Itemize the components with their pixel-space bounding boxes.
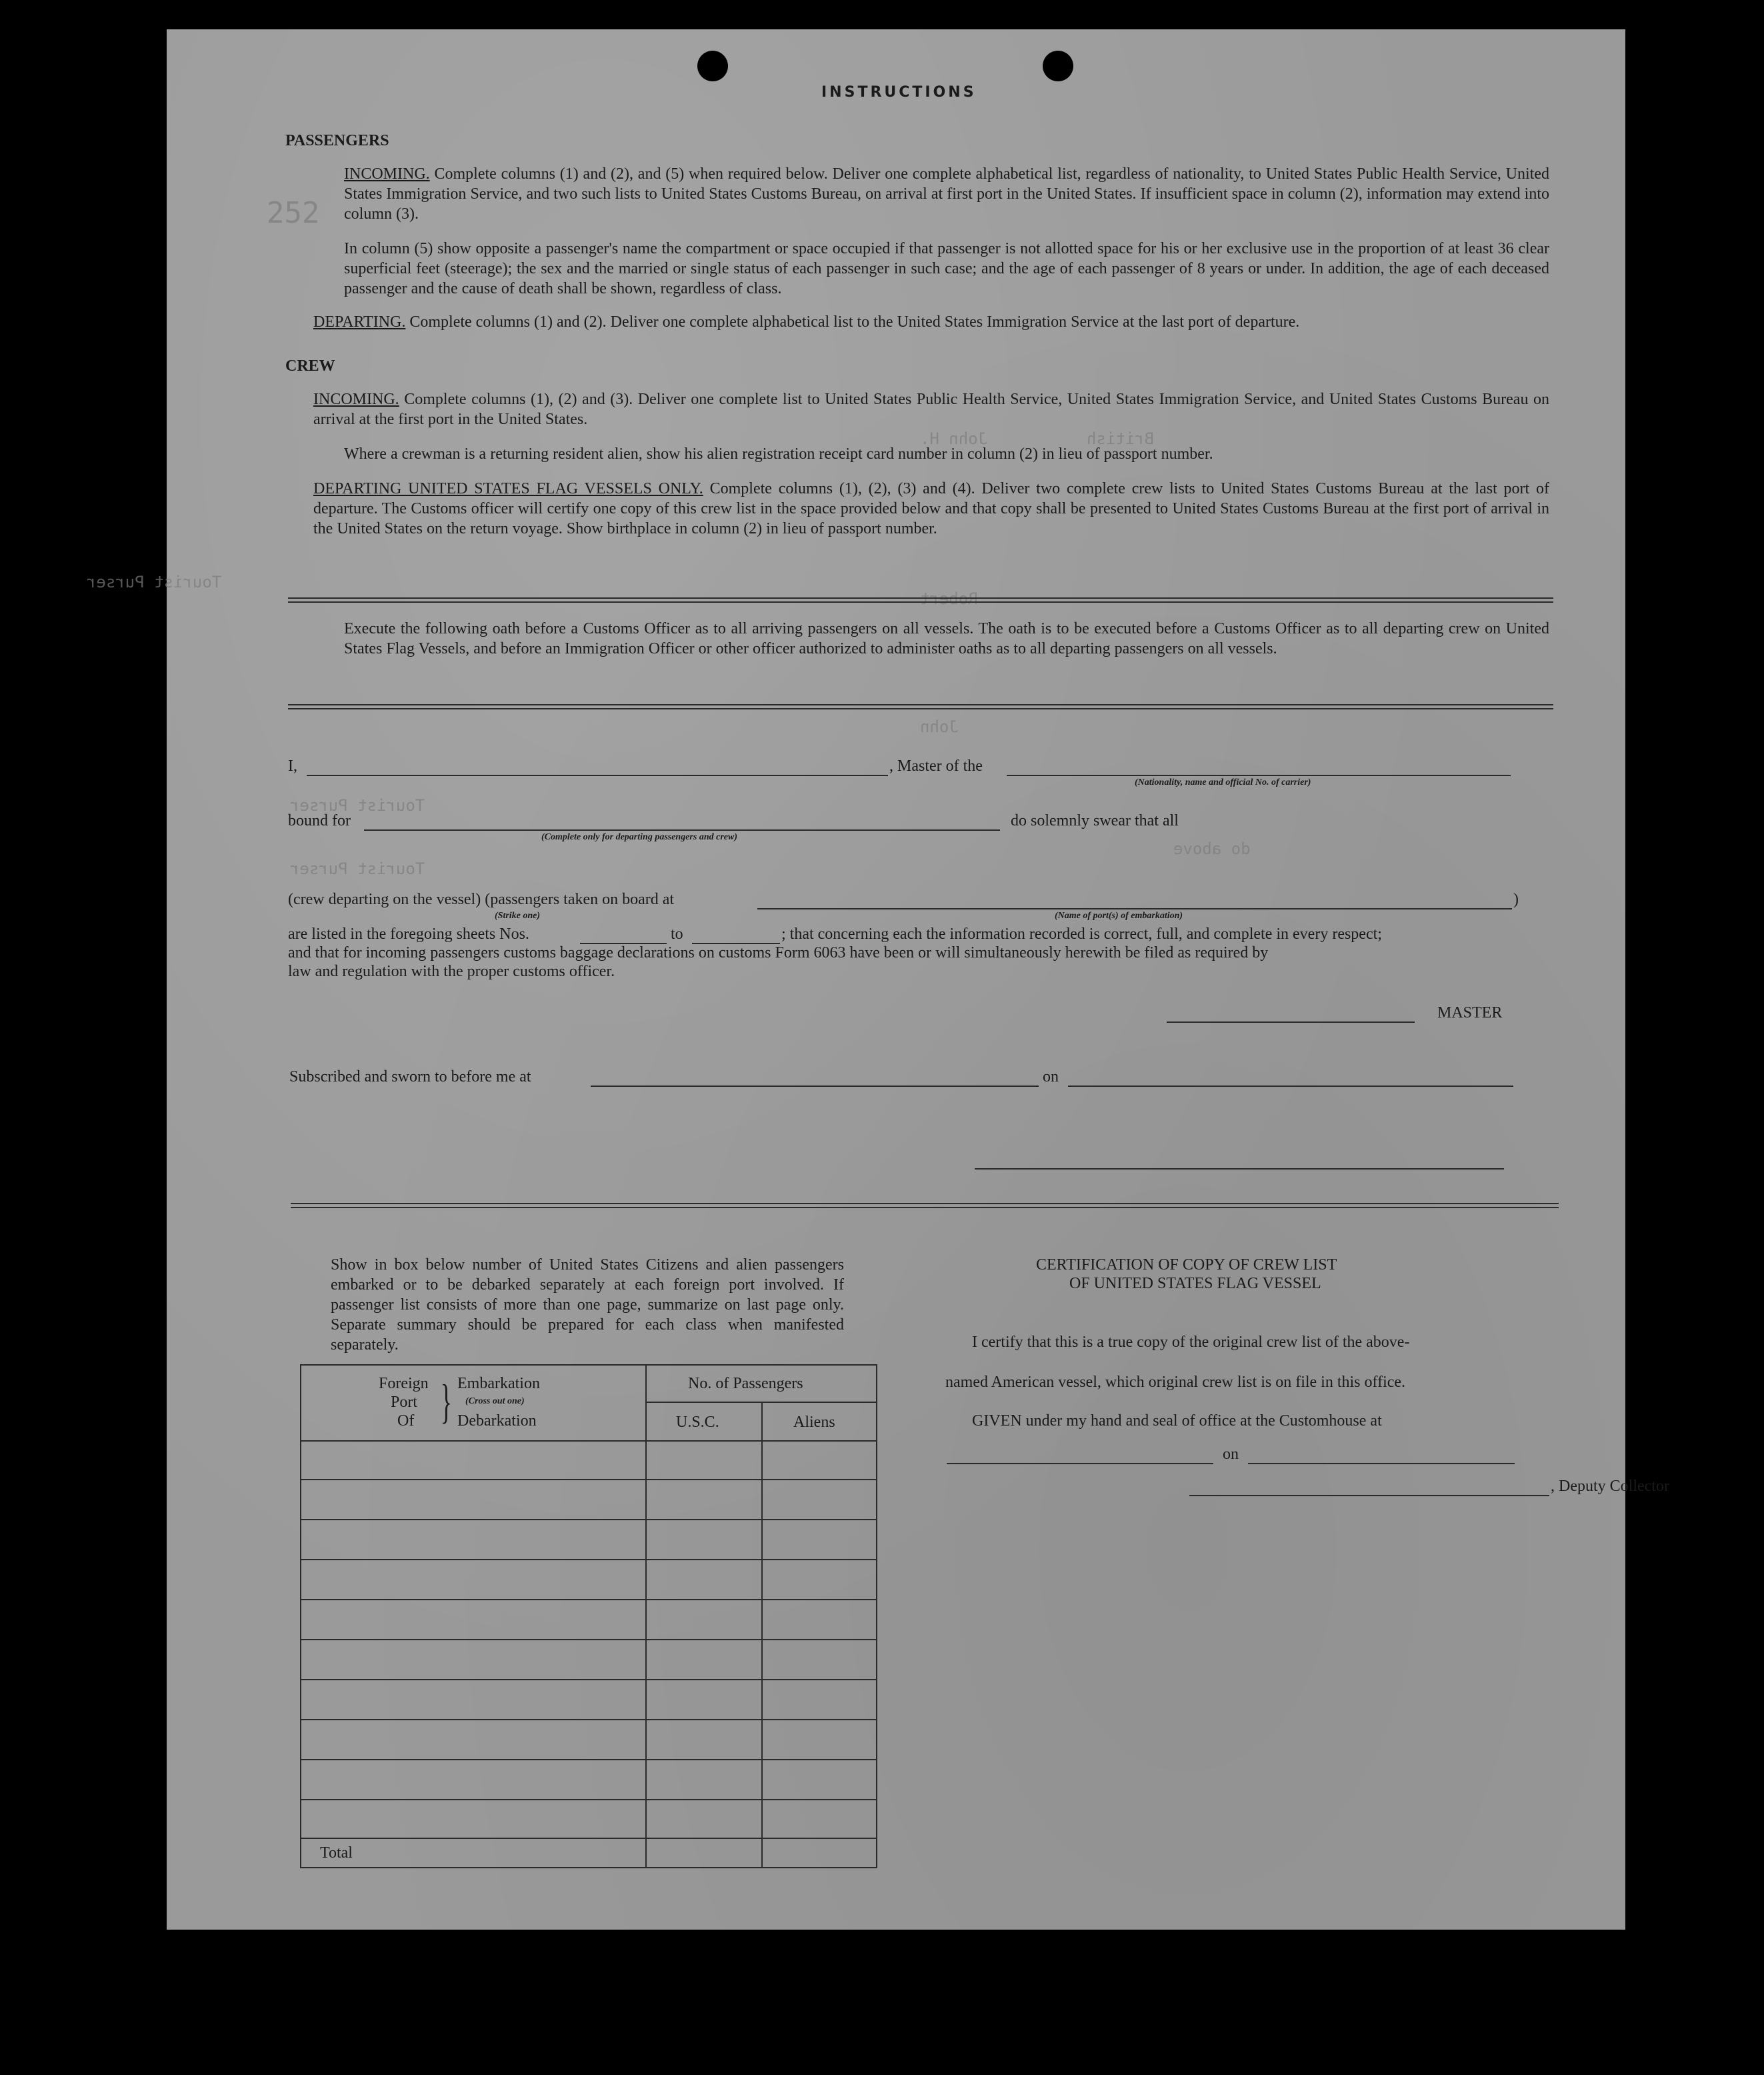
crew-incoming-label: INCOMING. [313, 391, 399, 408]
bleed-through-text: Tourist Purser [290, 859, 425, 878]
table-row[interactable] [300, 1679, 876, 1680]
table-row[interactable] [300, 1719, 876, 1720]
table-divider [645, 1402, 876, 1403]
passengers-incoming-text: Complete columns (1) and (2), and (5) when required below. Deliver one complete alphabetical list, regardless of nationality, to United States Public Health Service, United States Immigration Service, and two such lists to United States Customs Bureau, on arrival at first port in the United States. If insufficient space in column (2), information may extend into column (3). [344, 165, 1549, 223]
crew-heading: CREW [285, 357, 335, 375]
deputy-collector-label: , Deputy Collector [1551, 1478, 1669, 1495]
certification-title: CERTIFICATION OF COPY OF CREW LIST [1036, 1256, 1337, 1274]
bleed-through-text: John H. [920, 429, 988, 448]
strike-one-note: (Strike one) [495, 911, 541, 921]
deputy-signature-field[interactable] [1189, 1495, 1549, 1496]
col-debarkation: Debarkation [457, 1412, 537, 1430]
sworn-place-field[interactable] [591, 1086, 1039, 1087]
oath-listed-rest-2: and that for incoming passengers customs baggage declarations on customs Form 6063 have been or will simultaneously herewith be filed as required by [288, 944, 1269, 961]
passengers-incoming [344, 164, 1549, 224]
bound-for-field[interactable] [364, 829, 1000, 831]
oath-instruction: Execute the following oath before a Customs Officer as to all arriving passengers on all vessels. The oath is to be executed before a Customs Officer as to all departing crew on United States Flag Vessels, and before an Immigration Officer or other officer authorized to administer oaths as to all departing passengers on all vessels. [344, 620, 1549, 657]
crew-departing-text: Complete columns (1), (2), (3) and (4). Deliver two complete crew lists to United States Customs Bureau at the last port of departure. The Customs officer will certify one copy of this crew list in the space provided below and that copy shall be presented to United States Customs Bureau at the first port of arrival in the United States on the return voyage. Show birthplace in column (2) in lieu of passport number. [313, 480, 1549, 537]
table-divider [761, 1402, 763, 1868]
table-row[interactable] [300, 1479, 876, 1480]
section-divider [291, 1203, 1559, 1208]
crew-incoming [313, 389, 1549, 429]
bleed-through-text: Robert [920, 589, 978, 608]
brace-icon: } [440, 1375, 452, 1428]
cross-out-note: (Cross out one) [465, 1396, 525, 1406]
oath-close-paren: ) [1513, 891, 1519, 908]
bleed-through-text: 252 [267, 196, 320, 230]
certification-title: OF UNITED STATES FLAG VESSEL [1069, 1275, 1321, 1292]
table-row[interactable] [300, 1838, 876, 1839]
sworn-date-field[interactable] [1068, 1086, 1513, 1087]
table-row[interactable] [300, 1559, 876, 1560]
oath-to: to [671, 925, 683, 943]
bleed-through-text: Tourist Purser [290, 796, 425, 815]
carrier-field[interactable] [1007, 775, 1511, 776]
master-name-field[interactable] [307, 775, 888, 776]
punch-hole [1043, 51, 1073, 81]
crew-incoming-text: Complete columns (1), (2) and (3). Deliver one complete list to United States Public Health Service, United States Immigration Service, and United States Customs Bureau on arrival at the first port in the United States. [313, 391, 1550, 428]
bleed-through-text: Tourist Purser [87, 573, 222, 591]
col-aliens: Aliens [793, 1414, 835, 1431]
table-row[interactable] [300, 1759, 876, 1760]
page-title: INSTRUCTIONS [821, 84, 977, 101]
oath-listed-prefix: are listed in the foregoing sheets Nos. [288, 925, 529, 943]
certification-line: named American vessel, which original crew list is on file in this office. [945, 1374, 1406, 1391]
customhouse-field[interactable] [947, 1463, 1213, 1464]
complete-only-note: (Complete only for departing passengers and crew) [541, 832, 737, 842]
passengers-column5: In column (5) show opposite a passenger's name the compartment or space occupied if that passenger is not allotted space for his or her exclusive use in the proportion of at least 36 clear superficial feet (steerage); the sex and the married or single status of each passenger in such case; and the age of each passenger of 8 years or under. In addition, the age of each deceased passenger and the cause of death shall be shown, regardless of class. [344, 240, 1549, 297]
col-embarkation: Embarkation [457, 1375, 540, 1392]
table-row[interactable] [300, 1799, 876, 1800]
passengers-heading: PASSENGERS [285, 132, 389, 149]
col-foreign-port: Foreign [379, 1375, 429, 1392]
crew-departing-label: DEPARTING UNITED STATES FLAG VESSELS ONLY. [313, 480, 703, 497]
certification-line: GIVEN under my hand and seal of office at the Customhouse at [972, 1412, 1382, 1430]
officer-signature-field[interactable] [975, 1168, 1504, 1170]
nationality-note: (Nationality, name and official No. of carrier) [1135, 777, 1311, 787]
col-foreign-port: Port [391, 1394, 418, 1411]
table-row[interactable] [300, 1599, 876, 1600]
passengers-departing-label: DEPARTING. [313, 313, 406, 331]
oath-bound-for: bound for [288, 812, 351, 829]
col-passengers: No. of Passengers [688, 1375, 803, 1392]
total-label: Total [320, 1844, 353, 1862]
oath-crew-departing: (crew departing on the vessel) (passengers taken on board at [288, 891, 675, 908]
section-divider [288, 704, 1553, 709]
section-divider [288, 597, 1553, 603]
bleed-through-text: do above [1173, 839, 1251, 858]
oath-subscribed: Subscribed and sworn to before me at [289, 1068, 531, 1086]
table-row[interactable] [300, 1639, 876, 1640]
table-header-rule [300, 1440, 876, 1442]
certification-date-field[interactable] [1248, 1463, 1515, 1464]
oath-swear: do solemnly swear that all [1011, 812, 1179, 829]
master-signature-field[interactable] [1167, 1021, 1415, 1023]
oath-on: on [1043, 1068, 1059, 1086]
embarkation-port-field[interactable] [757, 908, 1512, 909]
crew-alien: Where a crewman is a returning resident alien, show his alien registration receipt card number in column (2) in lieu of passport number. [344, 445, 1213, 463]
passengers-incoming-label: INCOMING. [344, 165, 430, 183]
oath-i-label: I, [288, 757, 297, 775]
crew-departing [313, 479, 1549, 539]
passengers-departing-text: Complete columns (1) and (2). Deliver one complete alphabetical list to the United States Immigration Service at the last port of departure. [409, 313, 1300, 331]
form-page [87, 29, 1669, 1930]
port-note: (Name of port(s) of embarkation) [1055, 911, 1183, 921]
oath-listed-rest-1: ; that concerning each the information recorded is correct, full, and complete in every respect; [781, 925, 1382, 943]
oath-listed-rest-3: law and regulation with the proper customs officer. [288, 963, 615, 980]
master-label: MASTER [1437, 1004, 1503, 1021]
certification-line: I certify that this is a true copy of the original crew list of the above- [972, 1334, 1410, 1351]
bleed-through-text: John [920, 717, 959, 736]
certification-on: on [1223, 1446, 1239, 1463]
punch-hole [697, 51, 728, 81]
col-usc: U.S.C. [676, 1414, 719, 1431]
bleed-through-text: British [1087, 429, 1155, 448]
passengers-departing [313, 312, 1549, 332]
oath-master-of: , Master of the [889, 757, 983, 775]
table-row[interactable] [300, 1519, 876, 1520]
summary-instruction: Show in box below number of United States Citizens and alien passengers embarked or to be debarked separately at each foreign port involved. If passenger list consists of more than one page, summarize on last page only. Separate summary should be prepared for each class when manifested separately. [331, 1256, 844, 1354]
col-foreign-port: Of [397, 1412, 415, 1430]
